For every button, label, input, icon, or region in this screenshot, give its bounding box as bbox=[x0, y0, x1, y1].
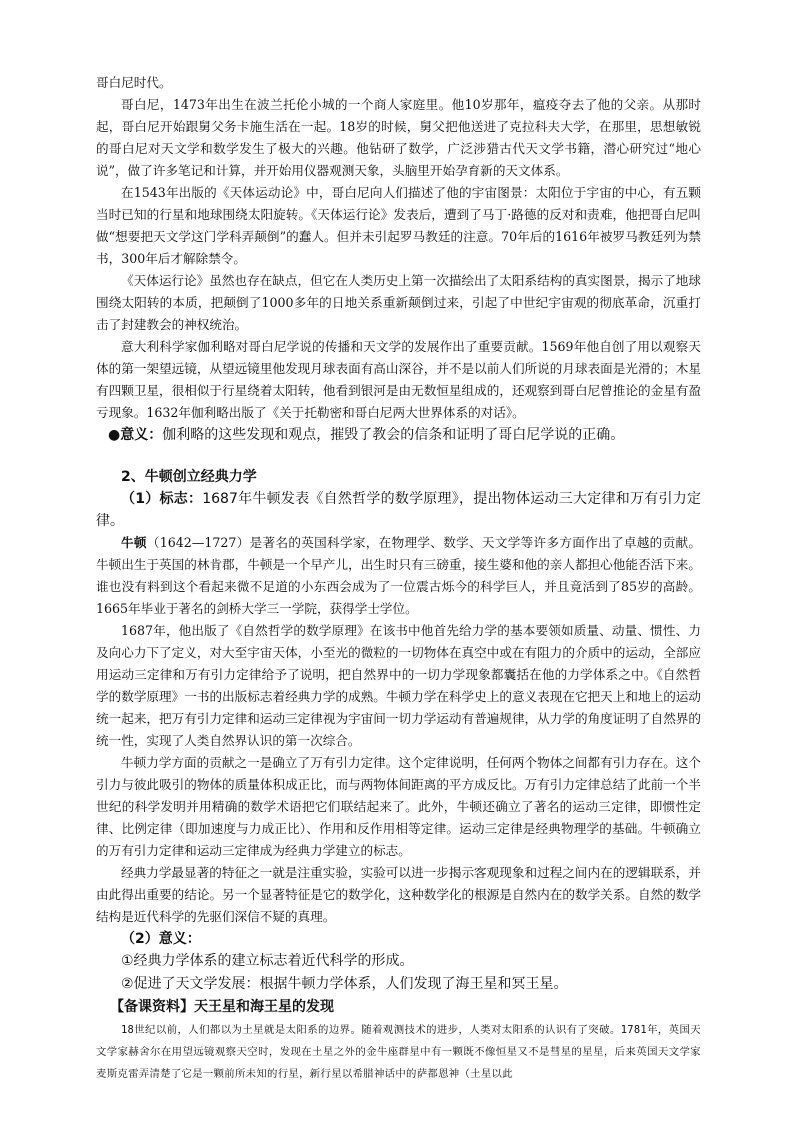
paragraph-gravitation: 牛顿力学方面的贡献之一是确立了万有引力定律。这个定律说明，任何两个物体之间都有引力存在。这个引力与彼此吸引的物体的质量体积成正比，而与两物体间距离的平方成反比。万有引力定律总结了此前一个半世纪的科学发明并用精确的数学术语把它们联结起来了。此外，牛顿还确立了著名的运动三定律，即惯性定律、比例定律（即加速度与力成正比）、作用和反作用相等定律。运动三定律是经典物理学的基础。牛顿确立的万有引力定律和运动三定律成为经典力学建立的标志。 bbox=[96, 755, 701, 858]
note-title: 天王星和海王星的发现 bbox=[194, 999, 334, 1015]
paragraph-copernicus-significance: 《天体运行论》虽然也存在缺点，但它在人类历史上第一次描绘出了太阳系结构的真实图景，揭示了地球围绕太阳转的本质，把颠倒了1000多年的日地关系重新颠倒过来，引起了中世纪宇宙观的彻底革命，沉重打击了封建教会的神权统治。 bbox=[96, 273, 701, 332]
newton-mark-text: 1687年牛顿发表《自然哲学的数学原理》，提出物体运动三大定律和万有引力定律。 bbox=[96, 491, 701, 529]
galileo-meaning bbox=[96, 424, 701, 446]
newton-mark bbox=[96, 488, 701, 532]
paragraph-principia: 1687年，他出版了《自然哲学的数学原理》在该书中他首先给力学的基本要领如质量、动量、惯性、力及向心力下了定义，对大至宇宙天体，小至光的微粒的一切物体在真空中或在有阻力的介质中的运动，全部应用运动三定律和万有引力定律给予了说明，把自然界中的一切力学现象都囊括在他的力学体系之中。《自然哲学的数学原理》一书的出版标志着经典力学的成熟。牛顿力学在科学史上的意义表现在它把天上和地上的运动统一起来，把万有引力定律和运动三定律视为宇宙间一切力学运动有普遍规律，从力学的角度证明了自然界的统一性，实现了人类自然界认识的第一次综合。 bbox=[96, 623, 701, 748]
document-page bbox=[96, 72, 701, 1085]
note-paragraph: 18世纪以前，人们都以为土星就是太阳系的边界。随着观测技术的进步，人类对太阳系的认识有了突破。1781年，英国天文学家赫舍尔在用望远镜观察天空时，发现在土星之外的金牛座群星中有一颗既不像恒星又不是彗星的星星，后来英国天文学家麦斯克雷弄清楚了它是一颗前所未知的行星，新行星以希腊神话中的萨都恩神（土星以此 bbox=[96, 1024, 701, 1080]
paragraph-revolutions: 在1543年出版的《天体运动论》中，哥白尼向人们描述了他的宇宙图景：太阳位于宇宙的中心，有五颗当时已知的行星和地球围绕太阳旋转。《天体运行论》发表后，遭到了马丁·路德的反对和责难，他把哥白尼叫做“想要把天文学这门学科弄颠倒”的蠢人。但并未引起罗马教廷的注意。70年后的1616年被罗马教廷列为禁书，300年后才解除禁令。 bbox=[96, 185, 701, 266]
newton-life-text: （1642—1727）是著名的英国科学家，在物理学、数学、天文学等许多方面作出了卓越的贡献。牛顿出生于英国的林肯郡，牛顿是一个早产儿，出生时只有三磅重，接生婆和他的亲人都担心他能否活下来。谁也没有料到这个看起来微不足道的小东西会成为了一位震古烁今的科学巨人，并且竟活到了85岁的高龄。1665年毕业于著名的剑桥大学三一学院，获得学士学位。 bbox=[96, 535, 701, 616]
paragraph-newton-life bbox=[96, 532, 701, 620]
galileo-meaning-label: ●意义： bbox=[108, 427, 163, 443]
note-tag: 【备课资料】 bbox=[110, 999, 194, 1015]
section-heading-newton: 2、牛顿创立经典力学 bbox=[121, 469, 257, 485]
galileo-meaning-text: 伽利略的这些发现和观点，摧毁了教会的信条和证明了哥白尼学说的正确。 bbox=[162, 427, 625, 443]
meaning-item-1: ①经典力学体系的建立标志着近代科学的形成。 bbox=[121, 953, 414, 969]
paragraph-classical-mechanics: 经典力学最显著的特征之一就是注重实验，实验可以进一步揭示客观现象和过程之间内在的逻辑联系，并由此得出重要的结论。另一个显著特征是它的数学化，这种数学化的根源是自然内在的数学关系。自然的数学结构是近代科学的先驱们深信不疑的真理。 bbox=[96, 865, 701, 924]
meaning-item-2: ②促进了天文学发展：根据牛顿力学体系，人们发现了海王星和冥王星。 bbox=[121, 976, 568, 992]
paragraph-galileo: 意大利科学家伽利略对哥白尼学说的传播和天文学的发展作出了重要贡献。1569年他自创了用以观察天体的第一架望远镜，从望远镜里他发现月球表面有高山深谷，并不是以前人们所说的月球表面是光滑的；木星有四颗卫星，很相似于行星绕着太阳转，他看到银河是由无数恒星组成的，还观察到哥白尼曾推论的金星有盈亏现象。1632年伽利略出版了《关于托勒密和哥白尼两大世界体系的对话》。 bbox=[96, 339, 701, 420]
paragraph-intro-tail: 哥白尼时代。 bbox=[96, 75, 172, 90]
newton-mark-label: （1）标志： bbox=[121, 491, 203, 507]
note-heading bbox=[96, 996, 701, 1019]
paragraph-copernicus-life: 哥白尼，1473年出生在波兰托伦小城的一个商人家庭里。他10岁那年，瘟疫夺去了他的父亲。从那时起，哥白尼开始跟舅父务卡施生活在一起。18岁的时候，舅父把他送进了克拉科夫大学，在那里，思想敏锐的哥白尼对天文学和数学发生了极大的兴趣。他钻研了数学，广泛涉猎古代天文学书籍，潜心研究过“地心说”，做了许多笔记和计算，并开始用仪器观测天象，头脑里开始孕育新的天文体系。 bbox=[96, 97, 701, 178]
newton-meaning-label: （2）意义： bbox=[121, 931, 201, 947]
newton-name: 牛顿 bbox=[121, 535, 147, 550]
